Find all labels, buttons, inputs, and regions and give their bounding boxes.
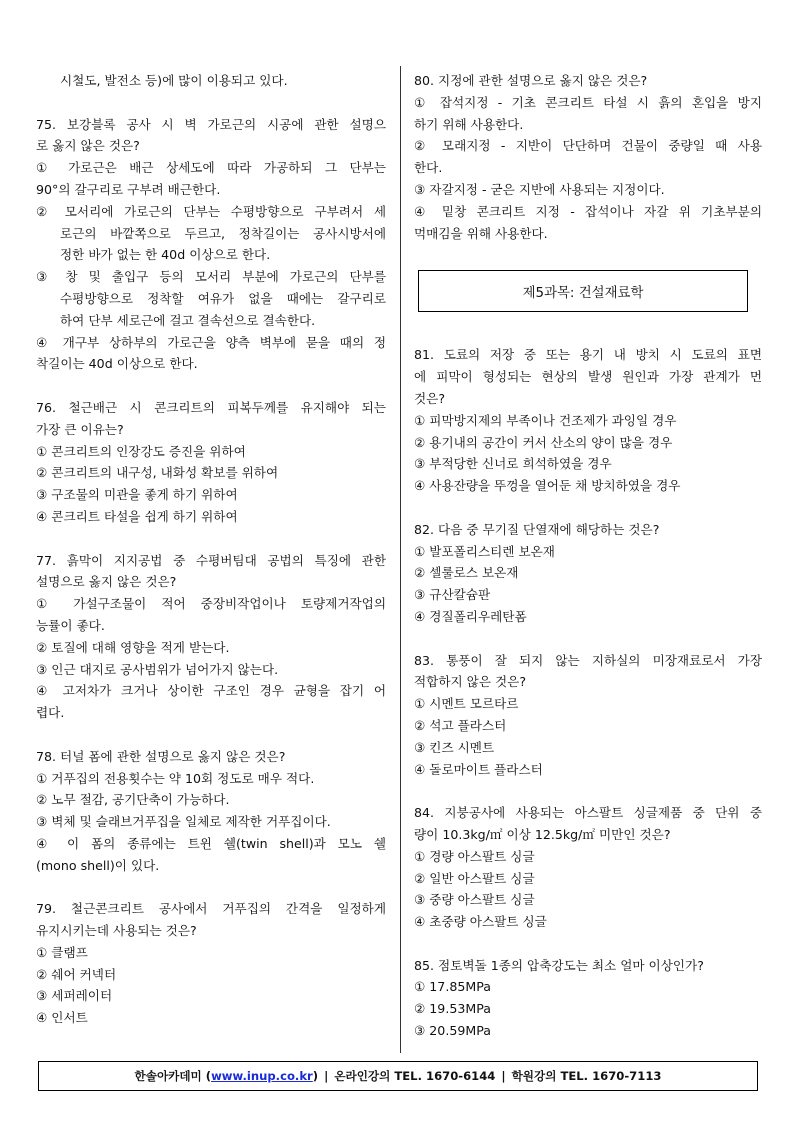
text-line: 81. 도료의 저장 중 또는 용기 내 방치 시 도료의 표면 bbox=[414, 347, 762, 363]
text-line: 77. 흙막이 지지공법 중 수평버팀대 공법의 특징에 관한 bbox=[36, 552, 386, 568]
text-line: ① 콘크리트의 인장강도 증진을 위하여 bbox=[36, 443, 246, 459]
text-line: ③ 규산칼슘판 bbox=[414, 587, 491, 603]
text-line: ② 콘크리트의 내구성, 내화성 확보를 위하여 bbox=[36, 465, 279, 481]
footer-separator: | bbox=[324, 1069, 329, 1083]
text-line: 83. 통풍이 잘 되지 않는 지하실의 미장재료로서 가장 bbox=[414, 652, 762, 668]
column-divider bbox=[400, 66, 401, 1053]
text-line: ③ 벽체 및 슬래브거푸집을 일체로 제작한 거푸집이다. bbox=[36, 814, 331, 830]
text-line: ② 노무 절감, 공기단축이 가능하다. bbox=[36, 792, 230, 808]
text-line: ① 잡석지정 - 기초 콘크리트 타설 시 흙의 혼입을 방지 bbox=[414, 94, 762, 110]
text-line: 설명으로 옳지 않은 것은? bbox=[36, 574, 177, 590]
question-gap bbox=[36, 876, 386, 898]
text-line: ④ 인서트 bbox=[36, 1010, 88, 1026]
question-gap bbox=[414, 933, 762, 955]
text-line: 82. 다음 중 무기질 단열재에 해당하는 것은? bbox=[414, 521, 660, 537]
text-line: ② 셀룰로스 보온재 bbox=[414, 565, 519, 581]
text-line: 84. 지붕공사에 사용되는 아스팔트 싱글제품 중 단위 중 bbox=[414, 805, 762, 821]
text-line: 시철도, 발전소 등)에 많이 이용되고 있다. bbox=[60, 73, 288, 88]
footer-bar bbox=[38, 1061, 758, 1091]
question-gap bbox=[414, 780, 762, 802]
text-line: 가장 큰 이유는? bbox=[36, 421, 124, 437]
text-line: ① 클램프 bbox=[36, 944, 88, 960]
footer-academy: 한솔아카데미 ( bbox=[134, 1069, 212, 1083]
text-line: ① 발포폴리스티렌 보온재 bbox=[414, 543, 555, 559]
text-line: 80. 지정에 관한 설명으로 옳지 않은 것은? bbox=[414, 73, 648, 88]
text-line: ② 토질에 대해 영향을 적게 받는다. bbox=[36, 639, 230, 655]
footer-online-tel: 온라인강의 TEL. 1670-6144 bbox=[334, 1069, 496, 1083]
text-line: ② 모서리에 가로근의 단부는 수평방향으로 구부려서 세 bbox=[36, 203, 386, 219]
text-line: 90°의 갈구리로 구부려 배근한다. bbox=[36, 181, 221, 197]
question-gap bbox=[414, 628, 762, 650]
subject-title-box bbox=[418, 270, 748, 312]
question-gap bbox=[414, 497, 762, 519]
text-line: 한다. bbox=[414, 160, 443, 176]
text-line: 착길이는 40d 이상으로 한다. bbox=[36, 356, 198, 372]
text-line: ④ 고저차가 크거나 상이한 구조인 경우 균형을 잡기 어 bbox=[36, 683, 386, 699]
question-gap bbox=[36, 724, 386, 746]
text-line: ④ 초중량 아스팔트 싱글 bbox=[414, 914, 547, 930]
text-line: ③ 중량 아스팔트 싱글 bbox=[414, 892, 535, 908]
text-line: ① 가설구조물이 적어 중장비작업이나 토량제거작업의 bbox=[36, 596, 386, 612]
footer-offline-tel: 학원강의 TEL. 1670-7113 bbox=[511, 1069, 662, 1083]
text-line: ④ 사용잔량을 뚜껑을 열어둔 채 방치하였을 경우 bbox=[414, 478, 681, 494]
text-line: ③ 20.59MPa bbox=[414, 1023, 491, 1039]
text-line: ④ 이 폼의 종류에는 트윈 쉘(twin shell)과 모노 쉘 bbox=[36, 835, 386, 851]
text-line: ② 모래지정 - 지반이 단단하며 건물이 중량일 때 사용 bbox=[414, 138, 762, 154]
text-line: ③ 인근 대지로 공사범위가 넘어가지 않는다. bbox=[36, 661, 279, 677]
text-line: ① 경량 아스팔트 싱글 bbox=[414, 848, 535, 864]
section-gap bbox=[414, 312, 762, 344]
text-line: ④ 돌로마이트 플라스터 bbox=[414, 761, 543, 777]
text-line: 유지시키는데 사용되는 것은? bbox=[36, 923, 197, 939]
text-line: ④ 밑창 콘크리트 지정 - 잡석이나 자갈 위 기초부분의 bbox=[414, 203, 762, 219]
left-column bbox=[36, 70, 386, 1029]
text-line: ② 쉐어 커넥터 bbox=[36, 966, 117, 982]
text-line: 75. 보강블록 공사 시 벽 가로근의 시공에 관한 설명으 bbox=[36, 116, 386, 132]
text-line: ② 19.53MPa bbox=[414, 1001, 491, 1017]
text-line: ① 피막방지제의 부족이나 건조제가 과잉일 경우 bbox=[414, 412, 677, 428]
footer-separator: | bbox=[501, 1069, 506, 1083]
text-line: (mono shell)이 있다. bbox=[36, 857, 160, 873]
text-line: ③ 창 및 출입구 등의 모서리 부분에 가로근의 단부를 bbox=[36, 269, 386, 285]
text-line: 하기 위해 사용한다. bbox=[414, 116, 524, 132]
text-line: 렵다. bbox=[36, 705, 65, 721]
text-line: 79. 철근콘크리트 공사에서 거푸집의 간격을 일정하게 bbox=[36, 901, 386, 917]
text-line: 78. 터널 폼에 관한 설명으로 옳지 않은 것은? bbox=[36, 748, 286, 764]
text-line: 76. 철근배근 시 콘크리트의 피복두께를 유지해야 되는 bbox=[36, 399, 386, 415]
text-line: 수평방향으로 정착할 여유가 없을 때에는 갈구리로 bbox=[60, 290, 386, 306]
text-line: 로근의 바깥쪽으로 두르고, 정착길이는 공사시방서에 bbox=[60, 225, 386, 241]
subject-title: 제5과목: 건설재료학 bbox=[522, 285, 644, 301]
text-line: ③ 부적당한 신너로 희석하였을 경우 bbox=[414, 456, 612, 472]
text-line: ② 용기내의 공간이 커서 산소의 양이 많을 경우 bbox=[414, 434, 673, 450]
text-line: ③ 킨즈 시멘트 bbox=[414, 739, 495, 755]
right-column-top bbox=[414, 70, 762, 244]
text-line: 정한 바가 없는 한 40d 이상으로 한다. bbox=[60, 247, 271, 263]
text-line: ④ 콘크리트 타설을 쉽게 하기 위하여 bbox=[36, 508, 238, 524]
text-line: ③ 자갈지정 - 굳은 지반에 사용되는 지정이다. bbox=[414, 181, 665, 197]
text-line: 능률이 좋다. bbox=[36, 617, 105, 633]
text-line: ① 거푸집의 전용횟수는 약 10회 정도로 매우 적다. bbox=[36, 770, 315, 786]
text-line: 량이 10.3kg/㎡ 이상 12.5kg/㎡ 미만인 것은? bbox=[414, 826, 671, 842]
footer-website-link[interactable]: www.inup.co.kr bbox=[211, 1069, 313, 1083]
text-line: 85. 점토벽돌 1종의 압축강도는 최소 얼마 이상인가? bbox=[414, 957, 704, 973]
text-line: 먹매김을 위해 사용한다. bbox=[414, 225, 548, 241]
text-line: ② 석고 플라스터 bbox=[414, 717, 507, 733]
text-line: ① 시멘트 모르타르 bbox=[414, 696, 519, 712]
text-line: 하여 단부 세로근에 걸고 결속선으로 결속한다. bbox=[60, 312, 316, 328]
right-column-bottom bbox=[414, 344, 762, 1042]
right-column bbox=[414, 70, 762, 1042]
text-line: ① 가로근은 배근 상세도에 따라 가공하되 그 단부는 bbox=[36, 160, 386, 176]
text-line: 적합하지 않은 것은? bbox=[414, 674, 527, 690]
text-line: ④ 개구부 상하부의 가로근을 양측 벽부에 묻을 때의 정 bbox=[36, 334, 386, 350]
text-line: ② 일반 아스팔트 싱글 bbox=[414, 870, 535, 886]
text-line: ③ 세퍼레이터 bbox=[36, 988, 113, 1004]
footer-academy-close: ) bbox=[312, 1069, 319, 1083]
text-line: ③ 구조물의 미관을 좋게 하기 위하여 bbox=[36, 487, 238, 503]
text-line: 로 옳지 않은 것은? bbox=[36, 138, 140, 154]
text-line: 에 피막이 형성되는 현상의 발생 원인과 가장 관계가 먼 bbox=[414, 369, 762, 385]
text-line: ① 17.85MPa bbox=[414, 979, 491, 995]
text-line: ④ 경질폴리우레탄폼 bbox=[414, 608, 527, 624]
question-gap bbox=[36, 528, 386, 550]
question-gap bbox=[36, 375, 386, 397]
text-line: 것은? bbox=[414, 390, 446, 406]
question-gap bbox=[36, 92, 386, 114]
